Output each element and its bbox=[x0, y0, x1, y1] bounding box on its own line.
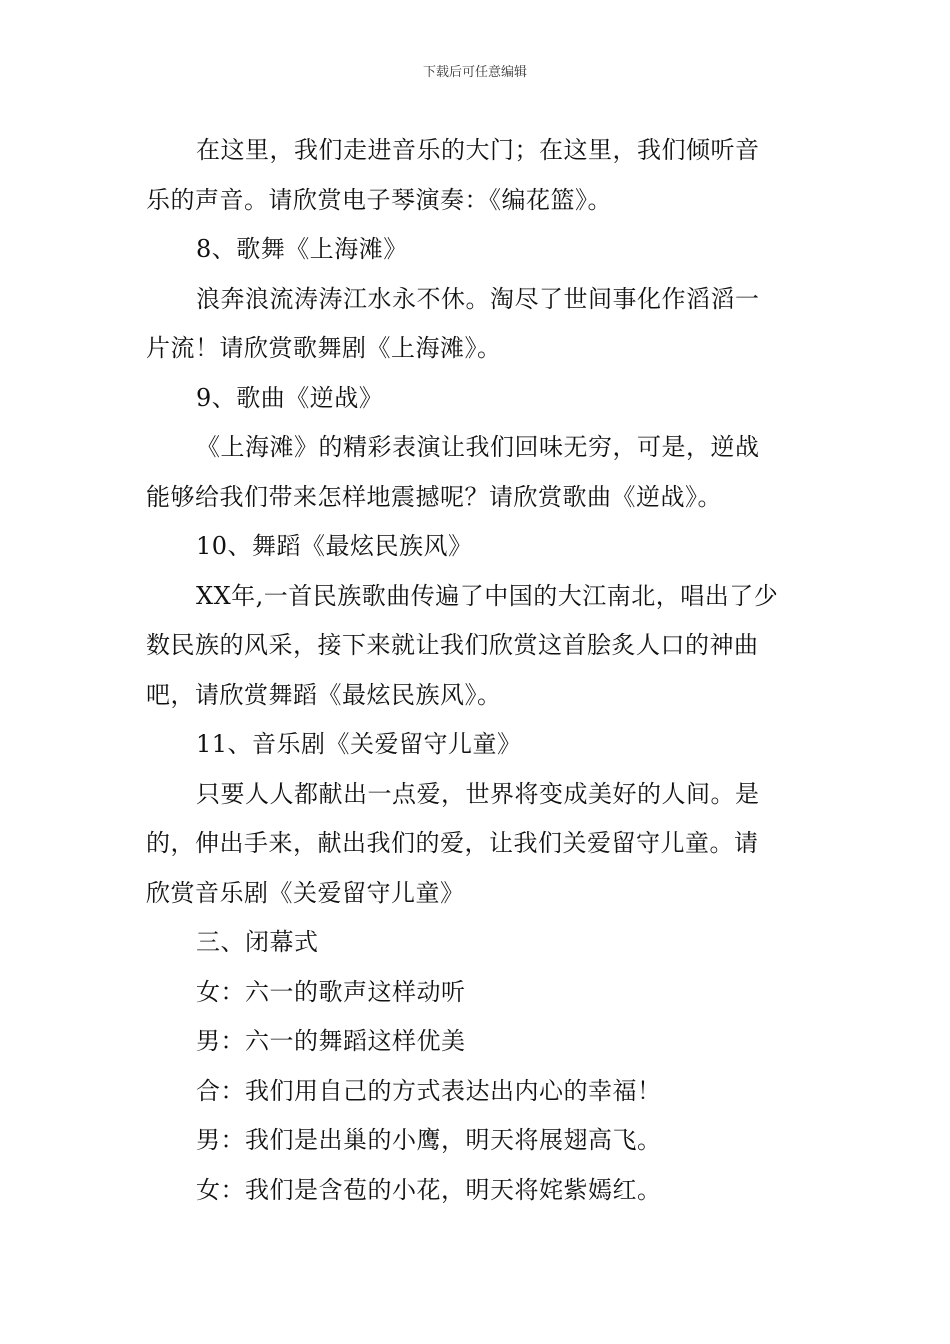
text-line: XX年,一首民族歌曲传遍了中国的大江南北，唱出了少 bbox=[196, 581, 779, 610]
page-header: 下载后可任意编辑 bbox=[422, 65, 527, 80]
section-heading: 8、歌舞《上海滩》 bbox=[196, 235, 408, 263]
document-body bbox=[146, 126, 810, 1215]
dialogue-line: 合：我们用自己的方式表达出内心的幸福！ bbox=[196, 1076, 662, 1105]
text-line: 在这里，我们走进音乐的大门；在这里，我们倾听音 bbox=[196, 136, 760, 164]
text-line: 《上海滩》的精彩表演让我们回味无穷，可是，逆战 bbox=[196, 433, 760, 461]
section-heading: 11、音乐剧《关爱留守儿童》 bbox=[196, 730, 522, 758]
dialogue-line: 女：我们是含苞的小花，明天将姹紫嫣红。 bbox=[196, 1175, 662, 1204]
text-line: 数民族的风采，接下来就让我们欣赏这首脍炙人口的神曲 bbox=[146, 631, 759, 659]
text-line: 乐的声音。请欣赏电子琴演奏：《编花篮》。 bbox=[146, 185, 612, 214]
section-heading: 三、闭幕式 bbox=[196, 928, 319, 956]
text-line: 浪奔浪流涛涛江水永不休。淘尽了世间事化作滔滔一 bbox=[196, 284, 760, 313]
dialogue-line: 男：六一的舞蹈这样优美 bbox=[196, 1027, 466, 1055]
text-line: 吧，请欣赏舞蹈《最炫民族风》。 bbox=[146, 680, 502, 709]
section-heading: 9、歌曲《逆战》 bbox=[196, 383, 384, 412]
dialogue-line: 男：我们是出巢的小鹰，明天将展翅高飞。 bbox=[196, 1126, 662, 1154]
text-line: 能够给我们带来怎样地震撼呢？请欣赏歌曲《逆战》。 bbox=[146, 482, 722, 511]
text-line: 片流！请欣赏歌舞剧《上海滩》。 bbox=[146, 334, 502, 362]
text-line: 欣赏音乐剧《关爱留守儿童》 bbox=[146, 878, 465, 907]
dialogue-line: 女：六一的歌声这样动听 bbox=[196, 977, 466, 1006]
section-heading: 10、舞蹈《最炫民族风》 bbox=[196, 532, 473, 560]
text-line: 只要人人都献出一点爱，世界将变成美好的人间。是 bbox=[196, 779, 760, 808]
text-line: 的，伸出手来，献出我们的爱，让我们关爱留守儿童。请 bbox=[146, 829, 759, 857]
